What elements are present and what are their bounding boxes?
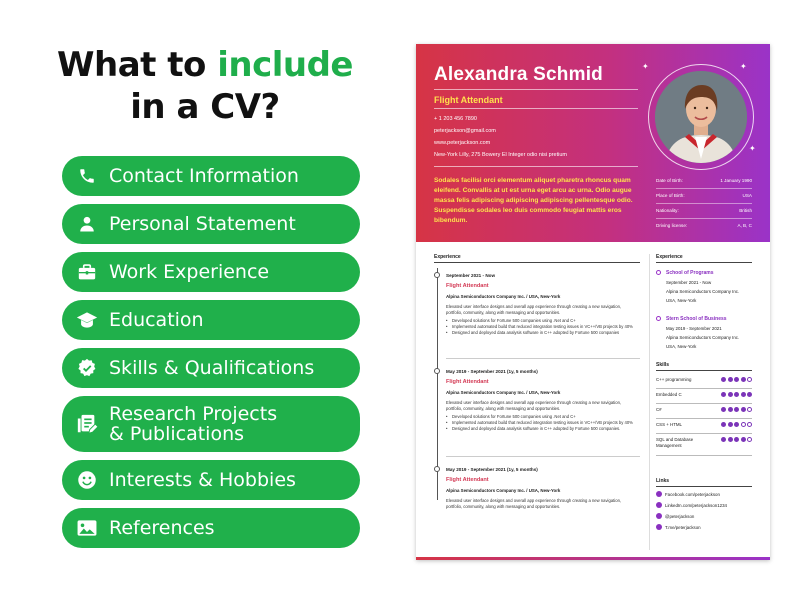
exp-title: Flight Attendant <box>446 477 489 483</box>
skill-dot <box>741 377 746 382</box>
publications-icon <box>76 413 98 435</box>
cv-address: New-York Lilly, 275 Bowery El Integer odio nisi pretium <box>434 152 567 158</box>
skill-dot <box>747 392 752 397</box>
section-contact-information <box>62 156 360 196</box>
list-item: • Designed and deployed data analysis software in C++ adopted by Fortune 500 companies. <box>452 426 638 432</box>
skill-name: C# <box>656 407 662 412</box>
skill-dot <box>728 422 733 427</box>
skill-dot <box>728 437 733 442</box>
section-interests-hobbies <box>62 460 360 500</box>
section-label: Personal Statement <box>109 213 296 235</box>
exp-description: Elevated user interface designs and overall app experience through creating a new navigation, portfolio, community, along with messaging and opportunities. <box>446 304 622 315</box>
edu-school: School of Programs <box>666 270 714 276</box>
skill-dot <box>741 407 746 412</box>
section-label: Contact Information <box>109 165 299 187</box>
section-research-publications <box>62 396 360 452</box>
skill-name: SQL and Database Management <box>656 437 694 448</box>
link-handle[interactable]: @peterjackson <box>656 513 694 519</box>
exp-company: Alpina Semiconductors Company Inc. / USA, New-York <box>446 390 561 395</box>
cv-body <box>416 242 770 560</box>
skill-level <box>721 422 752 427</box>
edu-dot <box>656 270 661 275</box>
linkedin-icon <box>656 502 662 508</box>
cv-email: peterjackson@gmail.com <box>434 128 496 134</box>
section-education <box>62 300 360 340</box>
skill-dot <box>741 392 746 397</box>
cv-role: Flight Attendant <box>434 95 503 105</box>
edu-school: Stern School of Business <box>666 316 727 322</box>
section-label: Skills & Qualifications <box>109 357 315 379</box>
divider <box>434 166 638 167</box>
divider <box>446 456 640 457</box>
list-item: • Implemented automated build that reduced integration testing issues in VC++/VB projects by 40% <box>452 420 638 426</box>
skill-dot <box>734 407 739 412</box>
skill-dot <box>734 422 739 427</box>
cv-phone: + 1 203 456 7890 <box>434 116 477 122</box>
smiley-icon <box>76 469 98 491</box>
divider <box>656 262 752 263</box>
info-row-pob: Place of Birth: USA <box>656 189 752 204</box>
cv-website: www.peterjackson.com <box>434 140 491 146</box>
section-label: References <box>109 517 215 539</box>
divider <box>656 486 752 487</box>
graduation-cap-icon <box>76 309 98 331</box>
link-linkedin[interactable]: LinkedIn.com/peterjackson1234 <box>656 502 727 508</box>
link-facebook[interactable]: Facebook.com/peterjackson <box>656 491 720 497</box>
exp-title: Flight Attendant <box>446 379 489 385</box>
skill-dot <box>747 377 752 382</box>
section-work-experience <box>62 252 360 292</box>
edu-place: USA, New-York <box>666 298 697 303</box>
links-heading: Links <box>656 478 670 484</box>
skill-dot <box>721 377 726 382</box>
skill-name: Embedded C <box>656 392 682 397</box>
info-row-dob: Date of Birth: 1 January 1990 <box>656 174 752 189</box>
edu-company: Alpina Semiconductors Company Inc. <box>666 335 740 340</box>
skill-row <box>656 419 752 434</box>
skill-name: CSS + HTML <box>656 422 682 427</box>
list-item: • Designed and deployed data analysis software in C++ adopted by Fortune 500 companies <box>452 330 638 336</box>
phone-icon <box>76 165 98 187</box>
sparkle-icon: ✦ <box>642 62 649 71</box>
sparkle-icon: ✦ <box>740 62 747 71</box>
skill-level <box>721 407 752 412</box>
edu-place: USA, New-York <box>666 344 697 349</box>
edu-dot <box>656 316 661 321</box>
skill-dot <box>728 392 733 397</box>
skill-level <box>721 392 752 397</box>
section-label: Research Projects & Publications <box>109 403 278 445</box>
info-row-nationality: Nationality: British <box>656 204 752 219</box>
exp-date: May 2019 - September 2021 (1y, 5 months) <box>446 467 538 472</box>
cv-bottom-bar <box>416 557 770 560</box>
section-label: Work Experience <box>109 261 270 283</box>
title-prefix: What to <box>57 45 218 85</box>
timeline-dot <box>434 466 440 472</box>
exp-date: May 2019 - September 2021 (1y, 5 months) <box>446 369 538 374</box>
experience-heading: Experience <box>434 254 461 260</box>
section-skills-qualifications <box>62 348 360 388</box>
divider <box>434 108 638 109</box>
exp-company: Alpina Semiconductors Company Inc. / USA, New-York <box>446 488 561 493</box>
edu-company: Alpina Semiconductors Company Inc. <box>666 289 740 294</box>
cv-name: Alexandra Schmid <box>434 64 603 85</box>
section-label: Education <box>109 309 204 331</box>
divider <box>656 370 752 371</box>
skill-dot <box>747 422 752 427</box>
skill-dot <box>728 377 733 382</box>
skill-name: C++ programming <box>656 377 692 382</box>
skill-dot <box>721 407 726 412</box>
briefcase-icon <box>76 261 98 283</box>
info-row-license: Driving license: A, B, C <box>656 223 752 228</box>
exp-bullets <box>446 414 638 432</box>
skill-dot <box>741 437 746 442</box>
education-heading: Experience <box>656 254 683 260</box>
skill-dot <box>747 437 752 442</box>
skill-dot <box>721 422 726 427</box>
skill-dot <box>728 407 733 412</box>
skill-dot <box>734 377 739 382</box>
exp-description: Elevated user interface designs and overall app experience through creating a new navigation, portfolio, community, along with messaging and opportunities. <box>446 498 622 509</box>
skill-dot <box>747 407 752 412</box>
person-icon <box>76 213 98 235</box>
skill-level <box>721 377 752 382</box>
edu-date: May 2019 - September 2021 <box>666 326 722 331</box>
edu-date: September 2021 - Now <box>666 280 712 285</box>
at-icon <box>656 513 662 519</box>
section-label: Interests & Hobbies <box>109 469 296 491</box>
skills-heading: Skills <box>656 362 670 368</box>
exp-bullets <box>446 318 638 336</box>
list-item: • Implemented automated build that reduced integration testing issues in VC++/VB projects by 40% <box>452 324 638 330</box>
skill-dot <box>721 437 726 442</box>
exp-date: September 2021 - Now <box>446 273 496 278</box>
divider <box>434 262 640 263</box>
section-personal-statement <box>62 204 360 244</box>
cv-header <box>416 44 770 242</box>
image-icon <box>76 517 98 539</box>
page-title <box>40 44 370 128</box>
skill-row <box>656 374 752 389</box>
facebook-icon <box>656 491 662 497</box>
divider <box>434 89 638 90</box>
divider <box>446 358 640 359</box>
timeline-dot <box>434 368 440 374</box>
exp-description: Elevated user interface designs and overall app experience through creating a new navigation, portfolio, community, along with messaging and opportunities. <box>446 400 622 411</box>
cv-preview <box>416 44 770 560</box>
list-item: • Developed solutions for Fortune 500 companies using .Net and C+ <box>452 318 638 324</box>
title-line2: in a CV? <box>130 87 280 127</box>
skill-dot <box>721 392 726 397</box>
skill-level <box>721 437 752 442</box>
link-telegram[interactable]: T.me/peterjackson <box>656 524 701 530</box>
skill-dot <box>741 422 746 427</box>
cv-summary: Sodales facilisi orci elementum aliquet pharetra rhoncus quam eleifend. Convallis at ut est urna eget arcu ac urna. Odio augue massa felis adipiscing adipiscing adipiscing pellentesque odio. Suspendisse sodales leo duis commodo feugiat mattis eros bibendum. <box>434 177 633 224</box>
exp-company: Alpina Semiconductors Company Inc. / USA, New-York <box>446 294 561 299</box>
timeline-dot <box>434 272 440 278</box>
section-references <box>62 508 360 548</box>
exp-title: Flight Attendant <box>446 283 489 289</box>
telegram-icon <box>656 524 662 530</box>
list-item: • Developed solutions for Fortune 500 companies using .Net and C+ <box>452 414 638 420</box>
skill-row <box>656 404 752 419</box>
profile-photo <box>655 71 747 163</box>
skill-row <box>656 434 752 456</box>
title-highlight: include <box>217 45 353 85</box>
skill-row <box>656 389 752 404</box>
column-divider <box>649 254 650 550</box>
skill-dot <box>734 437 739 442</box>
skill-dot <box>734 392 739 397</box>
badge-icon <box>76 357 98 379</box>
sparkle-icon: ✦ <box>749 144 756 153</box>
